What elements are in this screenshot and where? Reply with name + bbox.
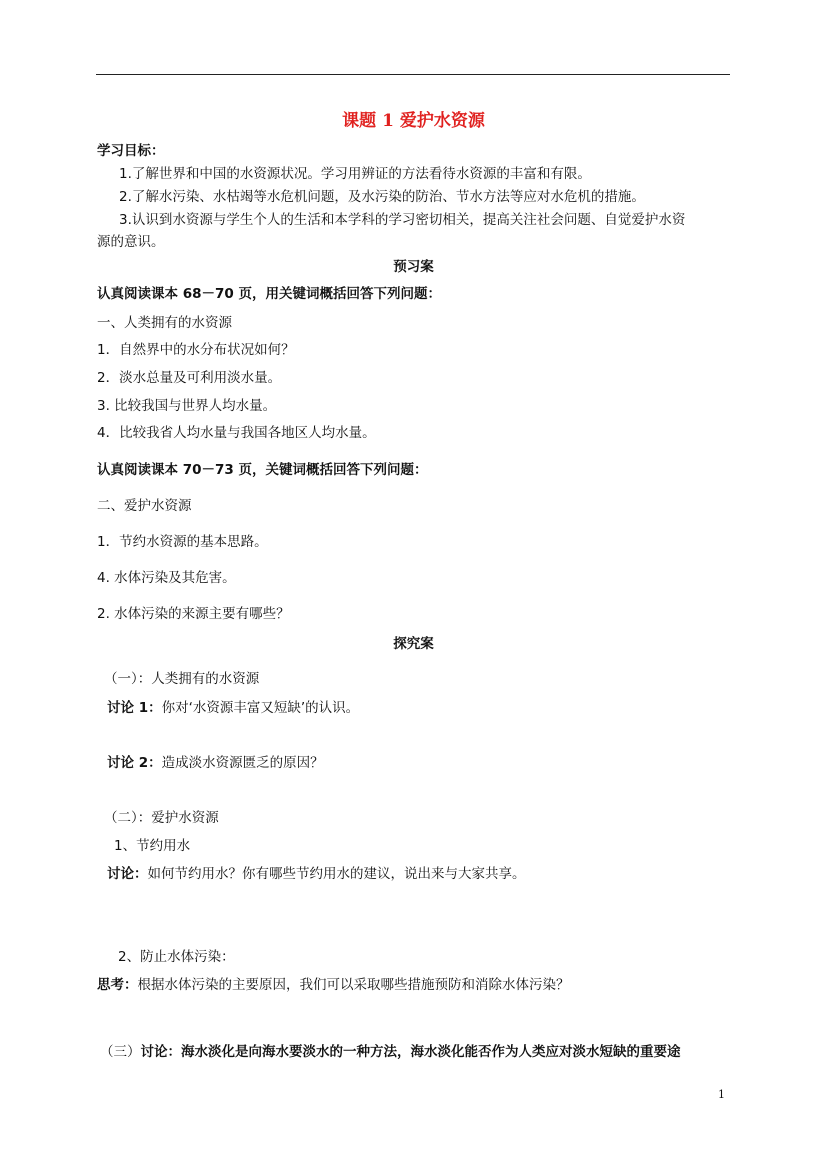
goal-item-3: 3.认识到水资源与学生个人的生活和本学科的学习密切相关，提高关注社会问题、自觉爱护水资 [119,212,686,228]
question-1-4: 4．比较我省人均水量与我国各地区人均水量。 [97,425,376,441]
goal-item-3-cont: 源的意识。 [97,234,165,250]
explore-heading: 探究案 [393,636,434,652]
explore-part-3 [100,1042,681,1062]
goals-heading: 学习目标： [97,143,165,159]
discussion-1-label: 讨论 1： [107,700,162,716]
discussion-2-text: 造成淡水资源匮乏的原因？ [161,755,324,771]
question-1-1: 1．自然界中的水分布状况如何？ [97,342,295,358]
discussion-2 [107,753,324,773]
discussion-3-text: 如何节约用水？你有哪些节约用水的建议，说出来与大家共享。 [147,866,526,882]
discussion-3 [107,864,526,884]
explore-part-2: （二）：爱护水资源 [104,810,219,826]
header-rule [96,74,730,75]
question-1-3: 3. 比较我国与世界人均水量。 [97,398,277,414]
think-text: 根据水体污染的主要原因，我们可以采取哪些措施预防和消除水体污染？ [137,977,570,993]
page-number: 1 [718,1088,725,1101]
section-2-heading: 二、爱护水资源 [97,498,192,514]
discussion-1 [107,698,359,718]
sub-section-1: 1、节约用水 [114,838,191,854]
part-3-prefix: （三） [100,1044,141,1060]
question-2-3: 2. 水体污染的来源主要有哪些？ [97,606,290,622]
section-1-heading: 一、人类拥有的水资源 [97,315,232,331]
preview-heading: 预习案 [393,259,434,275]
think-question [97,975,570,995]
discussion-2-label: 讨论 2： [107,755,162,771]
question-2-1: 1．节约水资源的基本思路。 [97,534,268,550]
explore-part-1: （一）：人类拥有的水资源 [104,671,260,687]
part-3-text: 讨论：海水淡化是向海水要淡水的一种方法，海水淡化能否作为人类应对淡水短缺的重要途 [140,1044,681,1060]
sub-section-2: 2、防止水体污染： [118,949,235,965]
question-2-2: 4. 水体污染及其危害。 [97,570,236,586]
question-1-2: 2．淡水总量及可利用淡水量。 [97,370,282,386]
discussion-3-label: 讨论： [107,866,148,882]
think-label: 思考： [97,977,138,993]
read-instruction-2: 认真阅读课本 70－73 页，关键词概括回答下列问题： [97,462,428,478]
page-title: 课题 1 爱护水资源 [342,111,485,131]
read-instruction-1: 认真阅读课本 68－70 页，用关键词概括回答下列问题： [97,286,441,302]
discussion-1-text: 你对‘水资源丰富又短缺’的认识。 [161,700,360,716]
goal-item-1: 1.了解世界和中国的水资源状况。学习用辨证的方法看待水资源的丰富和有限。 [119,166,591,182]
goal-item-2: 2.了解水污染、水枯竭等水危机问题，及水污染的防治、节水方法等应对水危机的措施。 [119,189,645,205]
